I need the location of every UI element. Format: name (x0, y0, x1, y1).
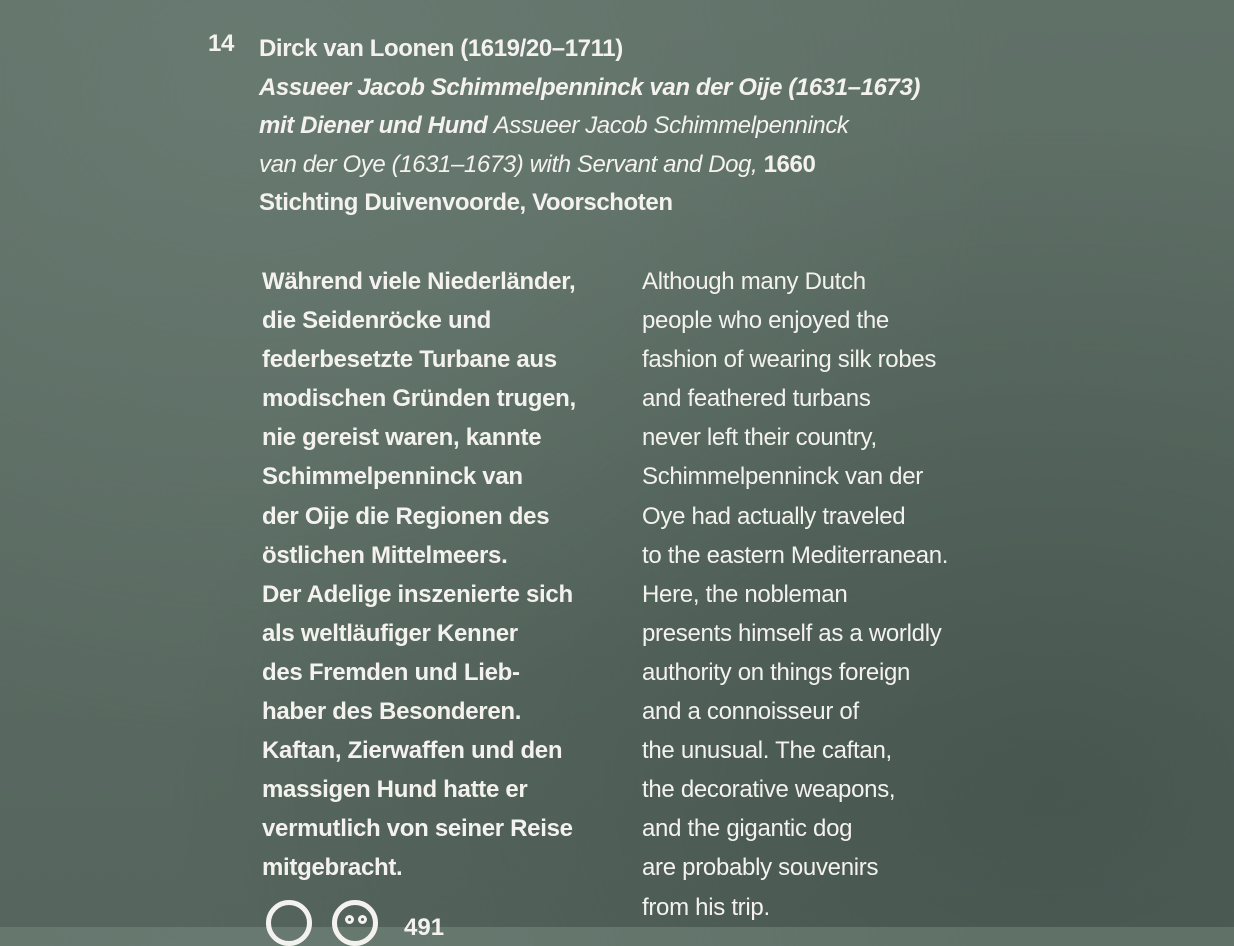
english-text-line: presents himself as a worldly (642, 619, 942, 647)
german-text-line: Während viele Niederländer, (262, 268, 576, 295)
english-text-line: the decorative weapons, (642, 776, 896, 804)
label-header (259, 30, 920, 223)
german-text-line: der Oije die Regionen des (262, 502, 550, 530)
german-text-line: haber des Besonderen. (262, 698, 522, 726)
english-text-line: and a connoisseur of (642, 698, 859, 726)
german-text-line: Kaftan, Zierwaffen und den (262, 737, 563, 765)
english-text-line: fashion of wearing silk robes (642, 346, 937, 374)
german-text-line: die Seidenröcke und (262, 307, 492, 335)
english-text-line: people who enjoyed the (642, 307, 889, 335)
title-english-line2: van der Oye (1631–1673) with Servant and Dog, (259, 150, 758, 178)
year: 1660 (763, 150, 816, 178)
german-text-line: Der Adelige inszenierte sich (262, 580, 573, 608)
german-text-line: des Fremden und Lieb- (262, 658, 520, 686)
english-text-line: the unusual. The caftan, (642, 737, 892, 765)
title-line2 (259, 107, 920, 146)
german-text-line: modischen Gründen trugen, (262, 385, 576, 413)
eye-icon (345, 915, 354, 924)
german-text-line: als weltläufiger Kenner (262, 619, 518, 647)
english-text-line: Although many Dutch (642, 268, 866, 295)
collection: Stichting Duivenvoorde, Voorschoten (259, 189, 673, 216)
german-text-line: nie gereist waren, kannte (262, 424, 542, 452)
english-text-line: authority on things foreign (642, 658, 911, 686)
english-text-line: to the eastern Mediterranean. (642, 541, 949, 569)
english-text-line: Here, the nobleman (642, 580, 848, 608)
english-text-line: Schimmelpenninck van der (642, 463, 923, 491)
german-text-line: vermutlich von seiner Reise (262, 815, 573, 843)
german-text-line: mitgebracht. (262, 854, 403, 882)
english-text-line: are probably souvenirs (642, 854, 879, 882)
german-text-line: Schimmelpenninck van (262, 463, 523, 491)
title-german-line1: Assueer Jacob Schimmelpenninck van der Oije (1631–1673) (259, 73, 920, 101)
catalog-number: 14 (208, 30, 235, 57)
title-english-line1: Assueer Jacob Schimmelpenninck (493, 112, 849, 139)
english-text-column (642, 262, 948, 927)
audio-guide-icon (266, 900, 312, 946)
artist-name: Dirck van Loonen (1619/20–1711) (259, 35, 623, 62)
english-text-line: from his trip. (642, 893, 770, 921)
english-text-line: Oye had actually traveled (642, 502, 906, 530)
title-line3 (259, 146, 920, 185)
english-text-line: never left their country, (642, 424, 877, 452)
english-text-line: and the gigantic dog (642, 815, 853, 843)
audio-guide-number: 491 (404, 914, 445, 941)
kids-audio-icon (332, 900, 378, 946)
english-text-line: and feathered turbans (642, 385, 871, 413)
german-text-line: federbesetzte Turbane aus (262, 346, 557, 374)
german-text-column (262, 262, 576, 888)
eye-icon (358, 915, 367, 924)
title-german-line2: mit Diener und Hund (259, 112, 488, 139)
german-text-line: östlichen Mittelmeers. (262, 541, 508, 569)
german-text-line: massigen Hund hatte er (262, 776, 528, 804)
